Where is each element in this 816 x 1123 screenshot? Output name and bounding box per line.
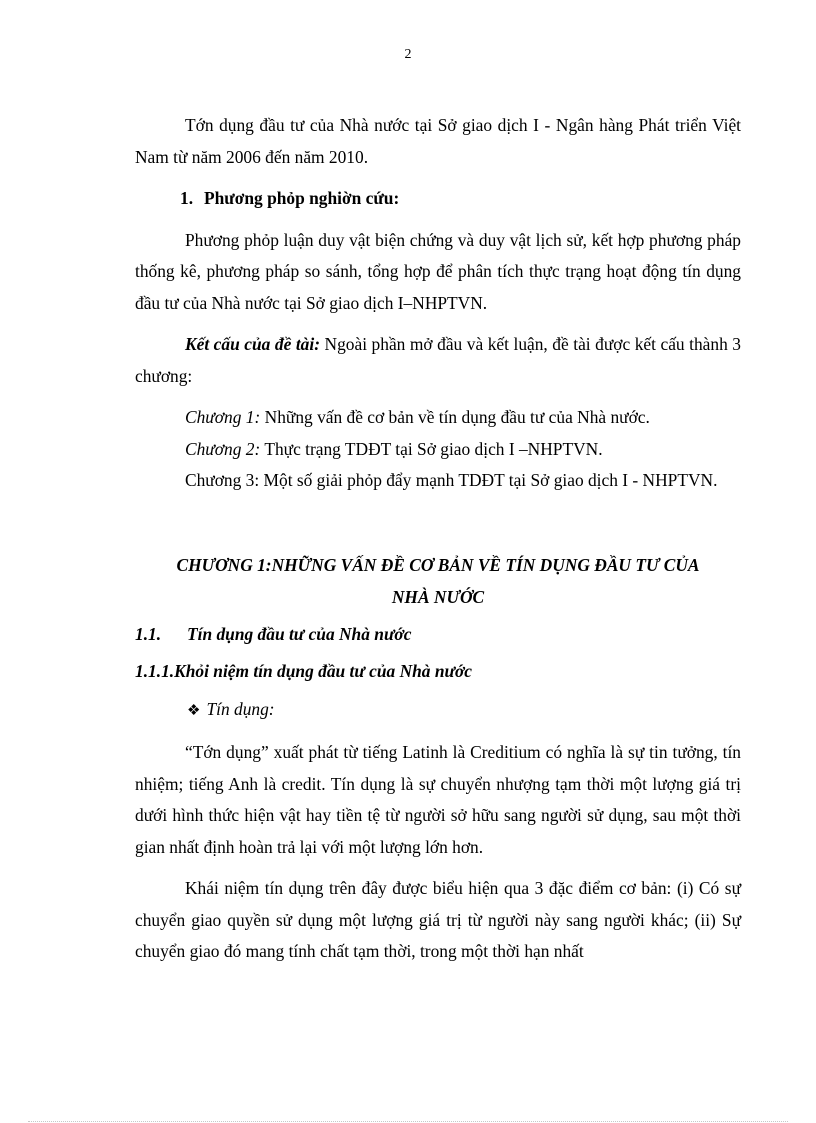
chapter-text: Chương 3: Một số giải phỏp đẩy mạnh TDĐT tại Sở giao dịch I - NHPTVN. <box>185 470 718 490</box>
intro-paragraph: Tớn dụng đầu tư của Nhà nước tại Sở giao dịch I - Ngân hàng Phát triển Việt Nam từ năm 2006 đến năm 2010. <box>135 115 741 167</box>
method-paragraph: Phương phỏp luận duy vật biện chứng và duy vật lịch sử, kết hợp phương pháp thống kê, phương pháp so sánh, tổng hợp để phân tích thực trạng hoạt động tín dụng đầu tư của Nhà nước tại Sở giao dịch I–NHPTVN. <box>135 229 741 313</box>
structure-text: Ngoài phần mở đầu và kết luận, đề tài được kết cấu thành 3 chương: <box>135 334 741 386</box>
chapter-heading-line2: NHÀ NƯỚC <box>391 586 485 607</box>
chapter-label: Chương 2: <box>185 438 261 459</box>
chapter-label: Chương 1: <box>185 407 261 427</box>
page-bottom-divider <box>28 1121 788 1122</box>
definition-paragraph: “Tớn dụng” xuất phát từ tiếng Latinh là Creditium có nghĩa là sự tin tưởng, tín nhiệm; tiếng Anh là credit. Tín dụng là sự chuyển nhượng tạm thời một lượng giá trị dưới hình thức hiện vật hay tiền tệ từ người sở hữu sang người sử dụng, sau một thời gian nhất định hoàn trả lại với một lượng lớn hơn. <box>135 742 741 857</box>
bullet-term-text: Tín dụng: <box>206 698 275 719</box>
method-heading <box>135 183 741 215</box>
chapter-text: Thực trạng TDĐT tại Sở giao dịch I –NHPTVN. <box>260 438 603 459</box>
method-heading-title: Phương phỏp nghiờn cứu: <box>204 188 400 208</box>
section-number: 1.1. <box>135 623 162 644</box>
document-body <box>135 110 741 968</box>
chapter-heading-line1: CHƯƠNG 1:NHỮNG VẤN ĐỀ CƠ BẢN VỀ TÍN DỤNG ĐẦU TƯ CỦA <box>176 554 700 575</box>
chapter-heading <box>135 549 741 613</box>
structure-label: Kết cấu của đề tài: <box>185 334 320 354</box>
chapter-list-item <box>135 402 741 434</box>
section-title: Tín dụng đầu tư của Nhà nước <box>187 623 412 644</box>
chapter-list-item <box>135 465 741 497</box>
structure-paragraph <box>135 329 741 392</box>
features-paragraph: Khái niệm tín dụng trên đây được biểu hiện qua 3 đặc điểm cơ bản: (i) Có sự chuyển giao quyền sử dụng một lượng giá trị từ người này sang người khác; (ii) Sự chuyển giao đó mang tính chất tạm thời, trong một thời hạn nhất <box>135 878 741 961</box>
page-number: 2 <box>404 47 412 62</box>
chapter-list-item <box>135 434 741 466</box>
diamond-bullet-icon: ❖ <box>187 702 201 719</box>
section-heading-1-1-1: 1.1.1.Khỏi niệm tín dụng đầu tư của Nhà nước <box>135 661 472 681</box>
method-heading-number: 1. <box>180 188 194 208</box>
section-heading-1-1 <box>135 619 741 651</box>
chapter-text: Những vấn đề cơ bản về tín dụng đầu tư của Nhà nước. <box>260 407 650 427</box>
bullet-term <box>135 694 741 728</box>
